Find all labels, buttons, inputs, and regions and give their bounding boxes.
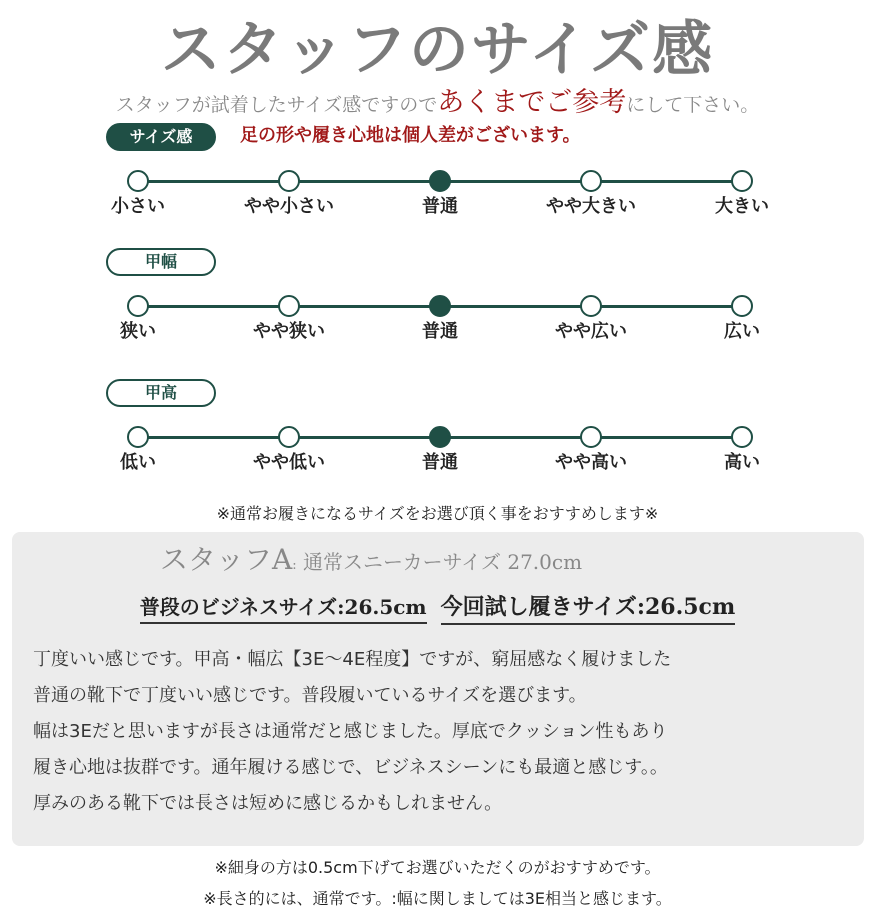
scale-label: 普通 (422, 452, 458, 473)
scale-dot (127, 170, 149, 192)
scale-dot (731, 295, 753, 317)
scale-dot-selected (429, 170, 451, 192)
subtitle-emphasis: あくまでご参考 (437, 87, 627, 118)
review-line: 厚みのある靴下では長さは短めに感じるかもしれません。 (33, 793, 503, 814)
review-text (33, 642, 853, 822)
scale-label: やや高い (555, 452, 627, 473)
subtitle (0, 80, 875, 119)
scale-label: やや広い (555, 321, 627, 342)
scale-label: 普通 (422, 321, 458, 342)
scale-label: やや低い (253, 452, 325, 473)
page-title: スタッフのサイズ感 (160, 15, 715, 85)
review-line: 幅は3Eだと思いますが長さは通常だと感じました。厚底でクッション性もあり (33, 721, 668, 742)
scale-label: 普通 (422, 196, 458, 217)
scale-label: 大きい (715, 196, 769, 217)
scale-dot (580, 170, 602, 192)
scale-instep-width (0, 295, 875, 355)
size-advice: ※通常お履きになるサイズをお選び頂く事をおすすめします※ (216, 504, 659, 523)
scale-label: やや大きい (546, 196, 636, 217)
scale-dot (580, 426, 602, 448)
scale-dot (580, 295, 602, 317)
staff-usual-size: 通常スニーカーサイズ 27.0cm (302, 550, 583, 574)
badge-instep-width: 甲幅 (106, 248, 216, 276)
scale-label: 高い (724, 452, 760, 473)
review-line: 普通の靴下で丁度いい感じです。普段履いているサイズを選びます。 (33, 685, 587, 706)
scale-label: 広い (724, 321, 760, 342)
scale-size-feel (0, 170, 875, 230)
scale-dot (278, 170, 300, 192)
scale-dot-selected (429, 295, 451, 317)
badge-size-feel: サイズ感 (106, 123, 216, 151)
scale-dot (731, 426, 753, 448)
scale-dot (731, 170, 753, 192)
footnote-slim: ※細身の方は0.5cm下げてお選びいただくのがおすすめです。 (214, 858, 661, 877)
individual-difference-note: 足の形や履き心地は個人差がございます。 (240, 125, 581, 146)
staff-sizes (0, 590, 875, 625)
scale-label: やや狭い (253, 321, 325, 342)
subtitle-pre: スタッフが試着したサイズ感ですので (115, 94, 438, 116)
scale-label: 低い (120, 452, 156, 473)
footnote-length: ※長さ的には、通常です。:幅に関しましては3E相当と感じます。 (203, 889, 672, 908)
scale-dot (278, 295, 300, 317)
staff-separator: : (292, 558, 297, 573)
subtitle-post: にして下さい。 (626, 94, 760, 116)
staff-name: スタッフA (160, 543, 293, 576)
scale-dot (278, 426, 300, 448)
scale-instep-height (0, 426, 875, 486)
scale-label: やや小さい (244, 196, 334, 217)
scale-dot-selected (429, 426, 451, 448)
review-line: 丁度いい感じです。甲高・幅広【3E〜4E程度】ですが、窮屈感なく履けました (33, 649, 672, 670)
scale-label: 狭い (120, 321, 156, 342)
scale-dot (127, 295, 149, 317)
business-size: 普段のビジネスサイズ:26.5cm (140, 591, 427, 624)
scale-label: 小さい (111, 196, 165, 217)
badge-instep-height: 甲高 (106, 379, 216, 407)
scale-dot (127, 426, 149, 448)
staff-heading (160, 538, 582, 578)
tried-size: 今回試し履きサイズ:26.5cm (441, 590, 736, 625)
review-line: 履き心地は抜群です。通年履ける感じで、ビジネスシーンにも最適と感じす。。 (33, 757, 668, 778)
